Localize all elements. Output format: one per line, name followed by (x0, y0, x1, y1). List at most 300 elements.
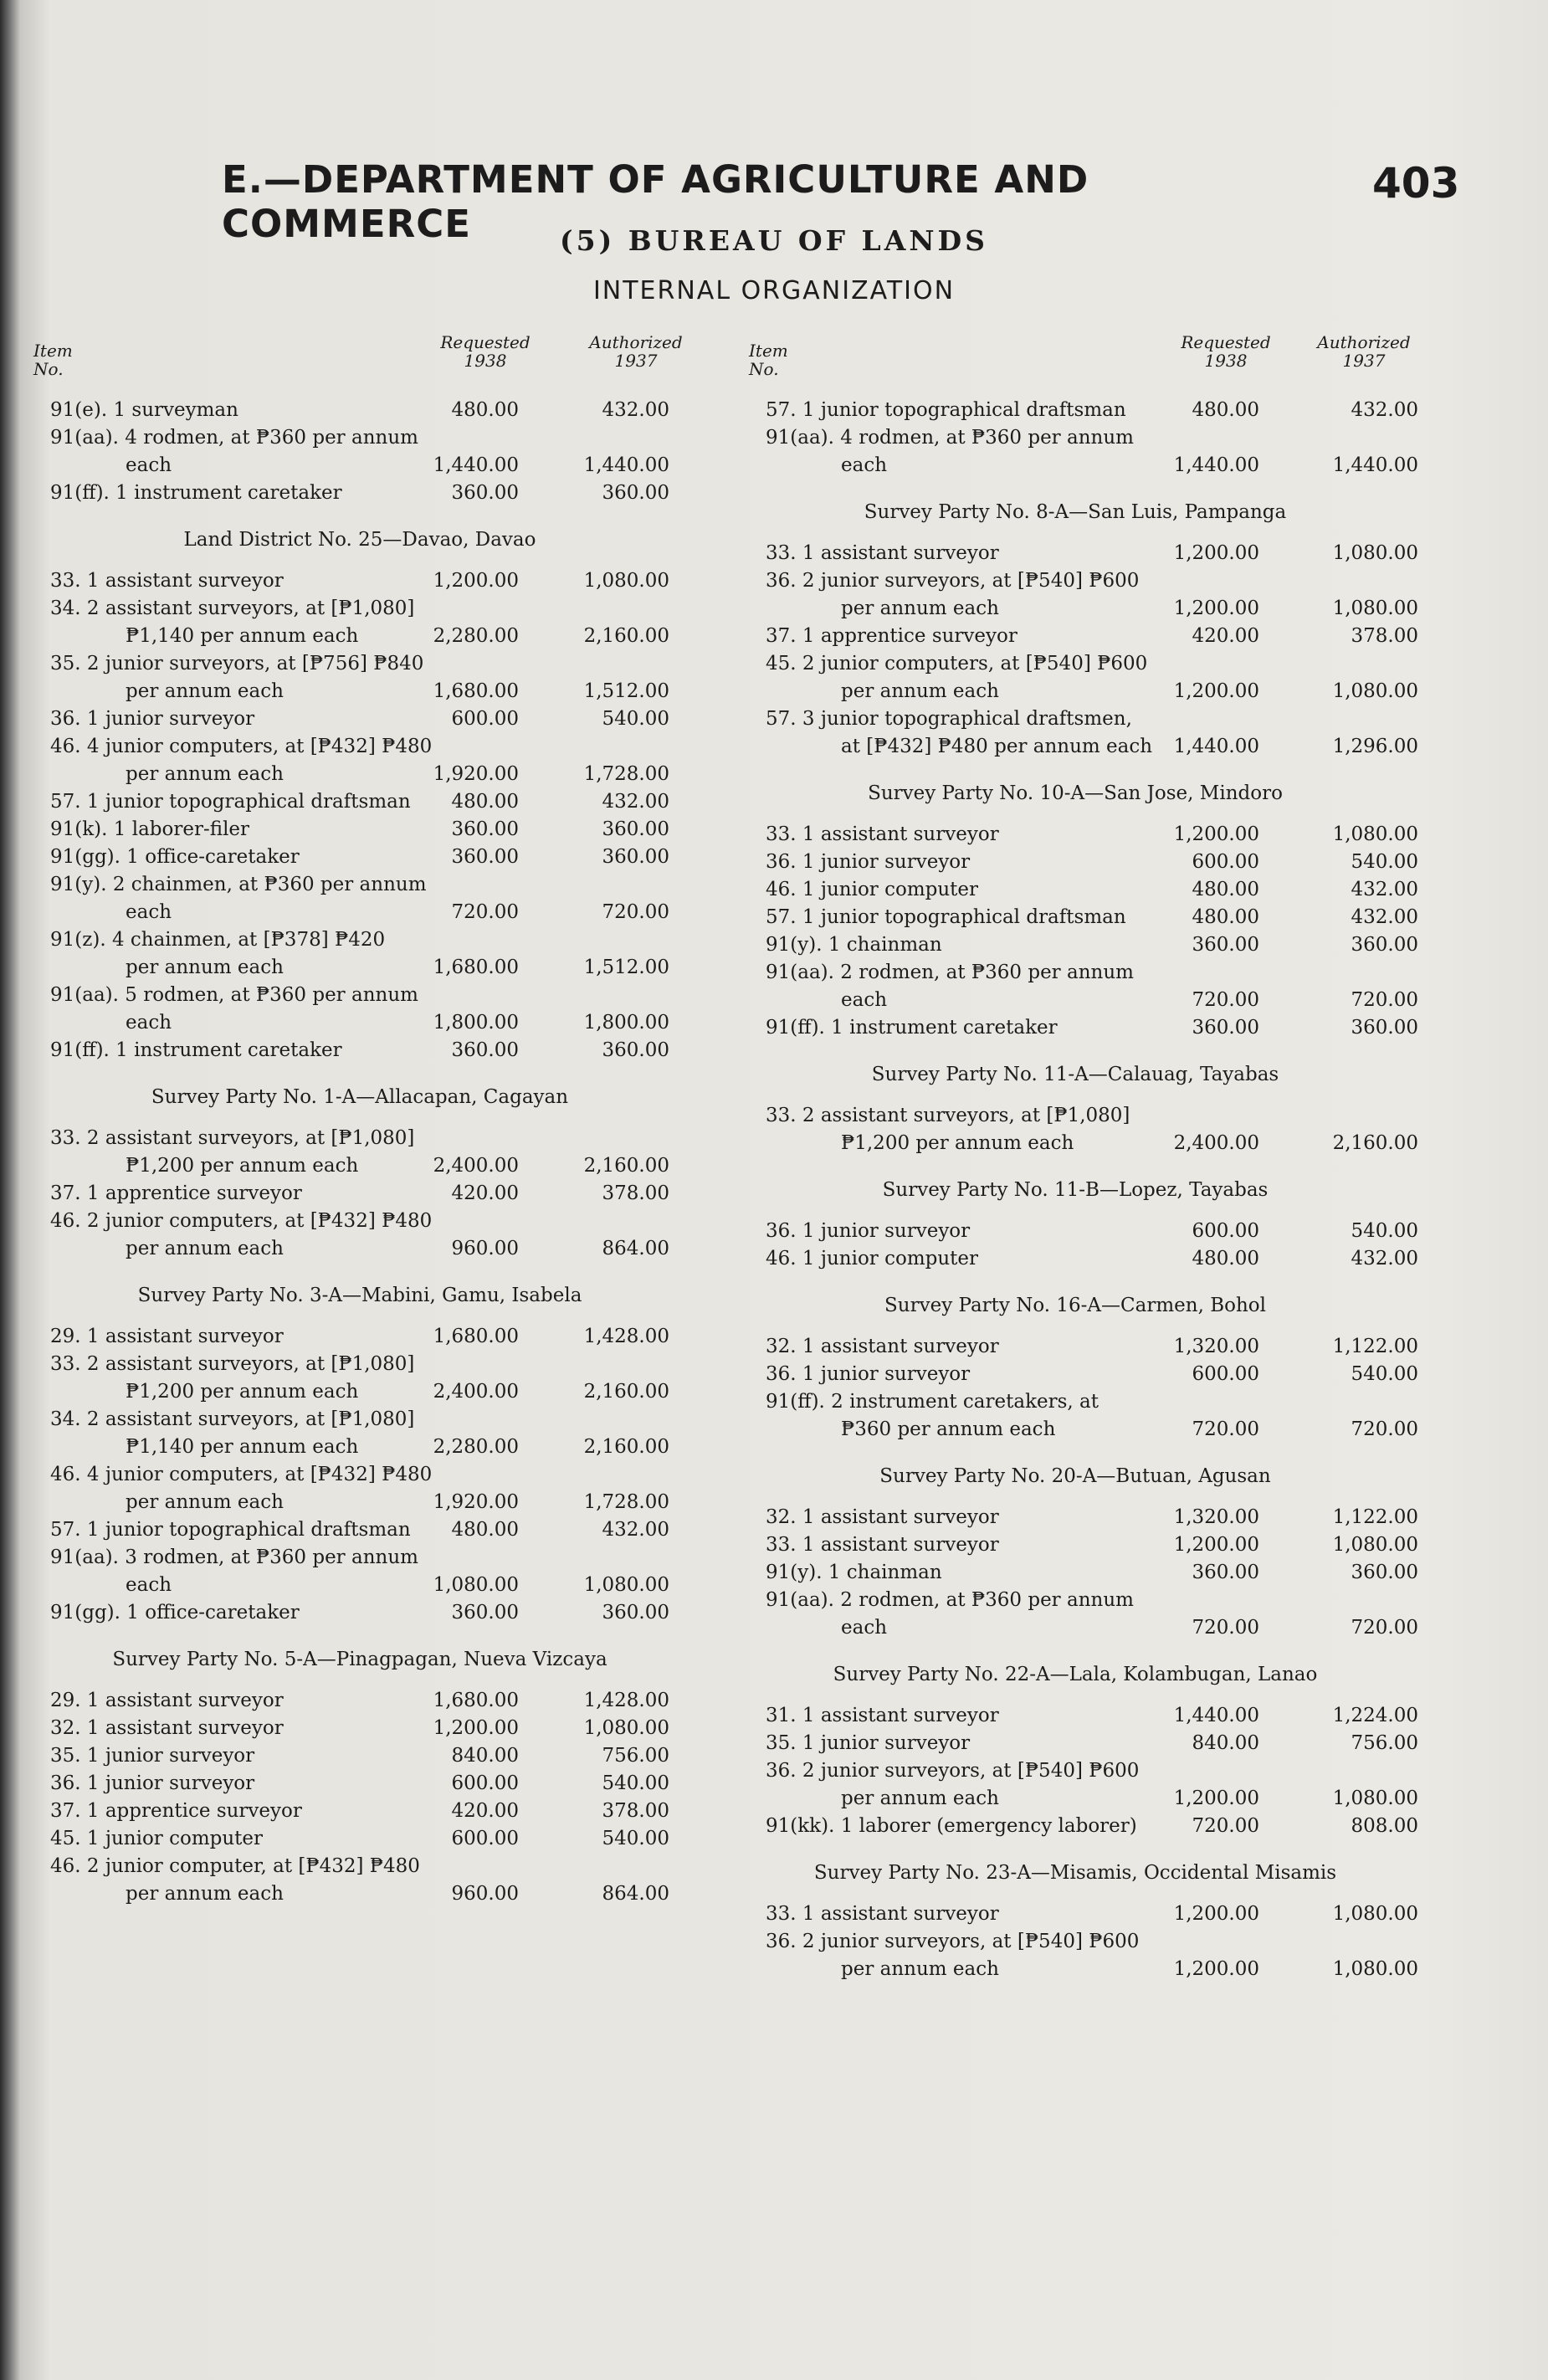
item-description: 91(y). 2 chainmen, at ₱360 per annum (50, 874, 427, 895)
right-sections (749, 397, 1452, 1983)
authorized-amount: 1,080.00 (1332, 680, 1418, 702)
line-item (749, 1559, 1452, 1587)
requested-amount: 480.00 (1192, 399, 1259, 421)
line-item (33, 424, 736, 480)
item-header (749, 341, 788, 378)
line-item (33, 1544, 736, 1599)
section-title: Survey Party No. 16-A—Carmen, Bohol (884, 1295, 1266, 1316)
requested-amount: 420.00 (451, 1182, 519, 1204)
authorized-amount: 360.00 (602, 1039, 669, 1061)
item-description-continued: each (126, 1574, 172, 1596)
authorized-amount: 1,080.00 (1332, 1903, 1418, 1925)
item-description-continued: per annum each (841, 1788, 999, 1809)
requested-amount: 480.00 (1192, 1248, 1259, 1270)
requested-amount: 1,200.00 (1173, 1788, 1259, 1809)
line-item (33, 1406, 736, 1461)
item-description: 91(k). 1 laborer-filer (50, 818, 250, 840)
item-description: 46. 2 junior computers, at [₱432] ₱480 (50, 1210, 433, 1232)
line-item (749, 705, 1452, 761)
line-item (749, 650, 1452, 705)
item-description-continued: per annum each (841, 680, 999, 702)
item-description: 91(y). 1 chainman (766, 934, 942, 956)
authorized-amount: 1,440.00 (583, 454, 669, 476)
requested-amount: 360.00 (451, 846, 519, 868)
requested-amount: 960.00 (451, 1238, 519, 1259)
requested-amount: 1,200.00 (1173, 823, 1259, 845)
line-item (749, 1388, 1452, 1444)
requested-amount: 600.00 (1192, 851, 1259, 873)
left-sections (33, 397, 736, 1908)
item-description-continued: ₱1,200 per annum each (841, 1132, 1074, 1154)
requested-amount: 480.00 (1192, 906, 1259, 928)
requested-amount: 720.00 (1192, 1418, 1259, 1440)
item-label: Item (749, 341, 788, 361)
column-header (749, 333, 1452, 397)
line-item (749, 1361, 1452, 1388)
section-title: Survey Party No. 23-A—Misamis, Occidental Misamis (813, 1862, 1337, 1884)
item-description: 29. 1 assistant surveyor (50, 1690, 284, 1711)
item-description: 33. 1 assistant surveyor (766, 823, 999, 845)
requested-amount: 360.00 (1192, 1562, 1259, 1583)
item-description-continued: at [₱432] ₱480 per annum each (841, 736, 1153, 757)
item-description-continued: per annum each (126, 957, 284, 978)
line-item (33, 844, 736, 871)
item-description: 45. 2 junior computers, at [₱540] ₱600 (766, 653, 1148, 675)
item-description: 91(ff). 1 instrument caretaker (50, 482, 342, 504)
item-description: 32. 1 assistant surveyor (766, 1336, 999, 1357)
line-item (749, 567, 1452, 623)
item-description: 91(ff). 1 instrument caretaker (50, 1039, 342, 1061)
line-item (33, 1180, 736, 1208)
authorized-year: 1937 (1342, 351, 1386, 371)
authorized-amount: 432.00 (1351, 1248, 1418, 1270)
authorized-amount: 540.00 (602, 708, 669, 730)
item-description: 46. 4 junior computers, at [₱432] ₱480 (50, 736, 433, 757)
authorized-amount: 432.00 (1351, 906, 1418, 928)
authorized-amount: 720.00 (1351, 1418, 1418, 1440)
requested-amount: 1,680.00 (433, 680, 519, 702)
item-description: 36. 2 junior surveyors, at [₱540] ₱600 (766, 570, 1140, 592)
authorized-amount: 432.00 (1351, 399, 1418, 421)
line-item (749, 397, 1452, 424)
item-description: 31. 1 assistant surveyor (766, 1705, 999, 1726)
authorized-amount: 756.00 (602, 1745, 669, 1767)
requested-amount: 1,680.00 (433, 957, 519, 978)
authorized-amount: 1,122.00 (1332, 1336, 1418, 1357)
line-item (749, 1813, 1452, 1840)
requested-amount: 1,200.00 (433, 1717, 519, 1739)
line-item (749, 1218, 1452, 1245)
line-item (749, 1702, 1452, 1730)
line-item (33, 871, 736, 926)
requested-amount: 600.00 (451, 708, 519, 730)
item-description: 36. 1 junior surveyor (766, 1220, 971, 1242)
item-description: 35. 1 junior surveyor (766, 1732, 971, 1754)
line-item (749, 1531, 1452, 1559)
item-description: 46. 4 junior computers, at [₱432] ₱480 (50, 1464, 433, 1485)
line-item (33, 1825, 736, 1853)
item-description: 91(gg). 1 office-caretaker (50, 846, 300, 868)
requested-amount: 840.00 (451, 1745, 519, 1767)
item-description: 91(y). 1 chainman (766, 1562, 942, 1583)
item-description: 36. 2 junior surveyors, at [₱540] ₱600 (766, 1931, 1140, 1952)
requested-amount: 480.00 (451, 399, 519, 421)
item-description: 35. 2 junior surveyors, at [₱756] ₱840 (50, 653, 424, 675)
line-item (749, 623, 1452, 650)
authorized-amount: 1,728.00 (583, 763, 669, 785)
authorized-amount: 432.00 (602, 791, 669, 813)
authorized-label: Authorized (1317, 332, 1411, 352)
requested-amount: 960.00 (451, 1883, 519, 1905)
section-title: Survey Party No. 22-A—Lala, Kolambugan, Lanao (833, 1664, 1318, 1685)
line-item (33, 1208, 736, 1263)
line-item (749, 1102, 1452, 1157)
requested-amount: 1,320.00 (1173, 1506, 1259, 1528)
item-description: 33. 2 assistant surveyors, at [₱1,080] (50, 1353, 415, 1375)
item-description: 91(kk). 1 laborer (emergency laborer) (766, 1815, 1137, 1837)
item-description: 91(aa). 2 rodmen, at ₱360 per annum (766, 1589, 1134, 1611)
line-item (33, 1323, 736, 1351)
section-title: Survey Party No. 11-A—Calauag, Tayabas (871, 1064, 1279, 1085)
item-description: 57. 1 junior topographical draftsman (50, 791, 411, 813)
requested-amount: 2,400.00 (433, 1381, 519, 1403)
column-header (33, 333, 736, 397)
line-item (33, 1687, 736, 1715)
authorized-amount: 540.00 (1351, 1363, 1418, 1385)
line-item (33, 926, 736, 982)
line-item (33, 1770, 736, 1798)
line-item (33, 1516, 736, 1544)
requested-amount: 2,280.00 (433, 1436, 519, 1458)
line-item (749, 540, 1452, 567)
line-item (33, 705, 736, 733)
requested-amount: 360.00 (1192, 934, 1259, 956)
item-description: 46. 1 junior computer (766, 1248, 979, 1270)
authorized-amount: 432.00 (602, 399, 669, 421)
item-description: 57. 1 junior topographical draftsman (766, 906, 1126, 928)
requested-amount: 1,200.00 (1173, 542, 1259, 564)
line-item (749, 849, 1452, 876)
authorized-amount: 540.00 (1351, 851, 1418, 873)
item-description: 91(aa). 2 rodmen, at ₱360 per annum (766, 962, 1134, 983)
authorized-amount: 756.00 (1351, 1732, 1418, 1754)
no-label: No. (749, 359, 779, 379)
authorized-amount: 808.00 (1351, 1815, 1418, 1837)
authorized-amount: 378.00 (602, 1800, 669, 1822)
authorized-amount: 432.00 (1351, 879, 1418, 900)
requested-amount: 420.00 (451, 1800, 519, 1822)
requested-amount: 360.00 (451, 482, 519, 504)
authorized-amount: 1,080.00 (1332, 823, 1418, 845)
requested-amount: 1,680.00 (433, 1326, 519, 1347)
requested-year: 1938 (464, 351, 507, 371)
authorized-amount: 2,160.00 (583, 625, 669, 647)
item-description: 37. 1 apprentice surveyor (50, 1182, 302, 1204)
item-description: 34. 2 assistant surveyors, at [₱1,080] (50, 598, 415, 619)
authorized-amount: 1,122.00 (1332, 1506, 1418, 1528)
requested-amount: 720.00 (451, 901, 519, 923)
authorized-amount: 1,800.00 (583, 1012, 669, 1034)
authorized-amount: 864.00 (602, 1883, 669, 1905)
item-description: 46. 2 junior computer, at [₱432] ₱480 (50, 1855, 420, 1877)
authorized-amount: 1,296.00 (1332, 736, 1418, 757)
requested-amount: 1,200.00 (1173, 680, 1259, 702)
requested-amount: 720.00 (1192, 1617, 1259, 1639)
authorized-amount: 1,080.00 (583, 1574, 669, 1596)
line-item (33, 788, 736, 816)
item-description: 45. 1 junior computer (50, 1828, 264, 1849)
requested-amount: 1,920.00 (433, 763, 519, 785)
requested-amount: 840.00 (1192, 1732, 1259, 1754)
item-description-continued: per annum each (841, 598, 999, 619)
item-description: 91(e). 1 surveyman (50, 399, 238, 421)
section-title: Land District No. 25—Davao, Davao (183, 529, 536, 551)
item-description: 33. 1 assistant surveyor (766, 1534, 999, 1556)
item-description: 34. 2 assistant surveyors, at [₱1,080] (50, 1408, 415, 1430)
item-description: 57. 1 junior topographical draftsman (50, 1519, 411, 1541)
item-description-continued: ₱360 per annum each (841, 1418, 1056, 1440)
authorized-amount: 2,160.00 (583, 1155, 669, 1177)
requested-amount: 1,320.00 (1173, 1336, 1259, 1357)
line-item (749, 1014, 1452, 1042)
requested-amount: 1,080.00 (433, 1574, 519, 1596)
requested-amount: 1,440.00 (1173, 736, 1259, 757)
section-title: Survey Party No. 11-B—Lopez, Tayabas (882, 1179, 1269, 1201)
section-title: Survey Party No. 10-A—San Jose, Mindoro (868, 782, 1283, 804)
authorized-amount: 1,080.00 (583, 570, 669, 592)
line-item (33, 733, 736, 788)
requested-amount: 1,200.00 (1173, 598, 1259, 619)
right-column (749, 333, 1452, 1983)
page-title: E.—DEPARTMENT OF AGRICULTURE AND COMMERCE (222, 157, 1089, 246)
line-item (749, 1757, 1452, 1813)
item-description: 29. 1 assistant surveyor (50, 1326, 284, 1347)
authorized-amount: 432.00 (602, 1519, 669, 1541)
item-description-continued: ₱1,200 per annum each (126, 1155, 359, 1177)
requested-amount: 1,800.00 (433, 1012, 519, 1034)
requested-amount: 1,920.00 (433, 1491, 519, 1513)
authorized-amount: 360.00 (602, 818, 669, 840)
page-number: 403 (1372, 159, 1460, 208)
item-description: 36. 1 junior surveyor (50, 1772, 255, 1794)
authorized-amount: 540.00 (1351, 1220, 1418, 1242)
authorized-amount: 1,080.00 (1332, 542, 1418, 564)
item-description: 57. 3 junior topographical draftsmen, (766, 708, 1132, 730)
item-description: 91(aa). 5 rodmen, at ₱360 per annum (50, 984, 418, 1006)
line-item (33, 650, 736, 705)
line-item (749, 931, 1452, 959)
requested-amount: 600.00 (451, 1772, 519, 1794)
authorized-amount: 1,080.00 (1332, 1958, 1418, 1980)
line-item (749, 959, 1452, 1014)
line-item (33, 816, 736, 844)
line-item (33, 1037, 736, 1064)
authorized-amount: 2,160.00 (1332, 1132, 1418, 1154)
line-item (749, 1504, 1452, 1531)
authorized-amount: 1,728.00 (583, 1491, 669, 1513)
authorized-amount: 864.00 (602, 1238, 669, 1259)
line-item (749, 876, 1452, 904)
line-item (33, 1461, 736, 1516)
authorized-amount: 720.00 (602, 901, 669, 923)
authorized-amount: 540.00 (602, 1828, 669, 1849)
requested-amount: 1,680.00 (433, 1690, 519, 1711)
requested-amount: 1,200.00 (1173, 1958, 1259, 1980)
authorized-amount: 378.00 (602, 1182, 669, 1204)
item-description-continued: each (126, 454, 172, 476)
authorized-amount: 720.00 (1351, 989, 1418, 1011)
item-label: Item (33, 341, 73, 361)
item-description-continued: each (841, 454, 888, 476)
requested-amount: 1,200.00 (433, 570, 519, 592)
authorized-amount: 2,160.00 (583, 1436, 669, 1458)
requested-amount: 360.00 (451, 1039, 519, 1061)
item-description: 91(aa). 4 rodmen, at ₱360 per annum (766, 427, 1134, 449)
line-item (749, 1333, 1452, 1361)
line-item (33, 480, 736, 507)
line-item (33, 982, 736, 1037)
item-description-continued: per annum each (126, 1491, 284, 1513)
left-column (33, 333, 736, 1908)
item-description-continued: per annum each (126, 1883, 284, 1905)
requested-header (1171, 333, 1280, 370)
bureau-heading: (5) BUREAU OF LANDS (560, 224, 988, 257)
item-header (33, 341, 73, 378)
line-item (33, 1351, 736, 1406)
authorized-amount: 360.00 (1351, 934, 1418, 956)
requested-amount: 360.00 (1192, 1017, 1259, 1039)
item-description: 91(aa). 4 rodmen, at ₱360 per annum (50, 427, 418, 449)
item-description: 91(z). 4 chainmen, at [₱378] ₱420 (50, 929, 386, 951)
item-description: 33. 2 assistant surveyors, at [₱1,080] (50, 1127, 415, 1149)
line-item (33, 1798, 736, 1825)
requested-amount: 480.00 (451, 1519, 519, 1541)
authorized-amount: 1,428.00 (583, 1326, 669, 1347)
no-label: No. (33, 359, 64, 379)
authorized-amount: 1,224.00 (1332, 1705, 1418, 1726)
requested-amount: 480.00 (451, 791, 519, 813)
requested-amount: 1,200.00 (1173, 1903, 1259, 1925)
line-item (33, 397, 736, 424)
item-description-continued: per annum each (126, 763, 284, 785)
requested-amount: 2,400.00 (1173, 1132, 1259, 1154)
item-description-continued: ₱1,140 per annum each (126, 1436, 359, 1458)
authorized-year: 1937 (614, 351, 658, 371)
authorized-amount: 360.00 (1351, 1562, 1418, 1583)
requested-amount: 360.00 (451, 818, 519, 840)
item-description-continued: ₱1,200 per annum each (126, 1381, 359, 1403)
item-description-continued: per annum each (841, 1958, 999, 1980)
requested-amount: 600.00 (1192, 1363, 1259, 1385)
line-item (33, 1742, 736, 1770)
requested-amount: 2,400.00 (433, 1155, 519, 1177)
requested-amount: 600.00 (1192, 1220, 1259, 1242)
item-description: 37. 1 apprentice surveyor (50, 1800, 302, 1822)
authorized-amount: 1,512.00 (583, 680, 669, 702)
requested-year: 1938 (1204, 351, 1248, 371)
item-description: 91(ff). 1 instrument caretaker (766, 1017, 1058, 1039)
section-title: Survey Party No. 8-A—San Luis, Pampanga (864, 501, 1287, 523)
line-item (749, 424, 1452, 480)
authorized-amount: 2,160.00 (583, 1381, 669, 1403)
item-description: 32. 1 assistant surveyor (50, 1717, 284, 1739)
authorized-amount: 540.00 (602, 1772, 669, 1794)
line-item (749, 1900, 1452, 1928)
authorized-amount: 1,080.00 (1332, 1534, 1418, 1556)
section-title: Survey Party No. 5-A—Pinagpagan, Nueva Vizcaya (112, 1649, 607, 1670)
item-description: 57. 1 junior topographical draftsman (766, 399, 1126, 421)
item-description: 32. 1 assistant surveyor (766, 1506, 999, 1528)
authorized-header (582, 333, 690, 370)
requested-amount: 420.00 (1192, 625, 1259, 647)
authorized-amount: 378.00 (1351, 625, 1418, 647)
authorized-amount: 360.00 (602, 846, 669, 868)
organization-heading: INTERNAL ORGANIZATION (592, 276, 956, 305)
item-description: 33. 1 assistant surveyor (50, 570, 284, 592)
item-description-continued: per annum each (126, 1238, 284, 1259)
authorized-amount: 360.00 (1351, 1017, 1418, 1039)
line-item (33, 1599, 736, 1627)
line-item (33, 1853, 736, 1908)
authorized-amount: 360.00 (602, 1602, 669, 1623)
item-description: 36. 1 junior surveyor (766, 1363, 971, 1385)
requested-amount: 1,440.00 (1173, 1705, 1259, 1726)
line-item (33, 567, 736, 595)
item-description: 36. 1 junior surveyor (766, 851, 971, 873)
authorized-header (1310, 333, 1418, 370)
line-item (749, 1730, 1452, 1757)
line-item (749, 1245, 1452, 1273)
authorized-label: Authorized (589, 332, 683, 352)
item-description-continued: each (841, 989, 888, 1011)
item-description: 46. 1 junior computer (766, 879, 979, 900)
line-item (33, 1125, 736, 1180)
requested-amount: 2,280.00 (433, 625, 519, 647)
item-description: 33. 1 assistant surveyor (766, 1903, 999, 1925)
authorized-amount: 1,080.00 (583, 1717, 669, 1739)
requested-amount: 600.00 (451, 1828, 519, 1849)
item-description: 36. 1 junior surveyor (50, 708, 255, 730)
item-description-continued: ₱1,140 per annum each (126, 625, 359, 647)
requested-header (431, 333, 540, 370)
section-title: Survey Party No. 3-A—Mabini, Gamu, Isabela (137, 1285, 582, 1306)
requested-amount: 480.00 (1192, 879, 1259, 900)
line-item (749, 1587, 1452, 1642)
requested-amount: 360.00 (451, 1602, 519, 1623)
item-description-continued: each (126, 901, 172, 923)
item-description: 35. 1 junior surveyor (50, 1745, 255, 1767)
item-description-continued: each (841, 1617, 888, 1639)
requested-amount: 720.00 (1192, 989, 1259, 1011)
requested-label: Requested (440, 332, 531, 352)
authorized-amount: 1,080.00 (1332, 1788, 1418, 1809)
authorized-amount: 1,428.00 (583, 1690, 669, 1711)
authorized-amount: 360.00 (602, 482, 669, 504)
requested-label: Requested (1181, 332, 1271, 352)
item-description-continued: per annum each (126, 680, 284, 702)
item-description: 91(aa). 3 rodmen, at ₱360 per annum (50, 1546, 418, 1568)
line-item (749, 821, 1452, 849)
item-description: 91(gg). 1 office-caretaker (50, 1602, 300, 1623)
item-description: 33. 1 assistant surveyor (766, 542, 999, 564)
item-description: 37. 1 apprentice surveyor (766, 625, 1017, 647)
line-item (33, 1715, 736, 1742)
item-description-continued: each (126, 1012, 172, 1034)
section-title: Survey Party No. 1-A—Allacapan, Cagayan (151, 1086, 569, 1108)
item-description: 91(ff). 2 instrument caretakers, at (766, 1391, 1099, 1413)
line-item (749, 904, 1452, 931)
line-item (33, 595, 736, 650)
